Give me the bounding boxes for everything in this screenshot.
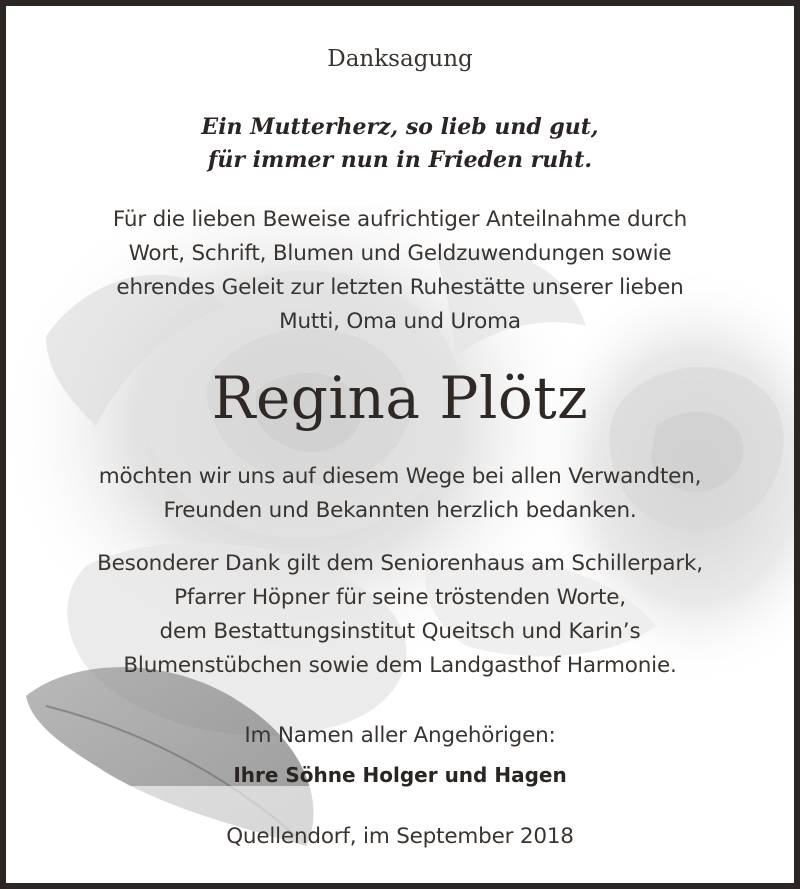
intro-line-4: Mutti, Oma und Uroma <box>279 309 521 334</box>
signature-names: Ihre Söhne Holger und Hagen <box>233 763 567 787</box>
obituary-content <box>6 6 794 883</box>
thanks-line-1: möchten wir uns auf diesem Wege bei allen Verwandten, <box>98 464 702 489</box>
signature-on-behalf: Im Namen aller Angehörigen: <box>244 723 556 748</box>
special-thanks-line-3: dem Bestattungsinstitut Queitsch und Karin’s <box>159 619 641 644</box>
motto-line-2: für immer nun in Frieden ruht. <box>207 147 593 173</box>
motto-line-1: Ein Mutterherz, so lieb und gut, <box>201 114 599 140</box>
special-thanks-line-2: Pfarrer Höpner für seine tröstenden Worte, <box>174 585 626 610</box>
heading: Danksagung <box>327 46 473 72</box>
place-date: Quellendorf, im September 2018 <box>226 824 574 849</box>
intro-line-1: Für die lieben Beweise aufrichtiger Anteilnahme durch <box>112 207 688 232</box>
intro-line-3: ehrendes Geleit zur letzten Ruhestätte unserer lieben <box>116 275 684 300</box>
intro-line-2: Wort, Schrift, Blumen und Geldzuwendungen sowie <box>128 241 672 266</box>
special-thanks-line-4: Blumenstübchen sowie dem Landgasthof Harmonie. <box>123 653 677 678</box>
thanks-line-2: Freunden und Bekannten herzlich bedanken. <box>163 498 637 523</box>
deceased-name: Regina Plötz <box>211 364 589 432</box>
special-thanks-line-1: Besonderer Dank gilt dem Seniorenhaus am Schillerpark, <box>97 551 703 576</box>
